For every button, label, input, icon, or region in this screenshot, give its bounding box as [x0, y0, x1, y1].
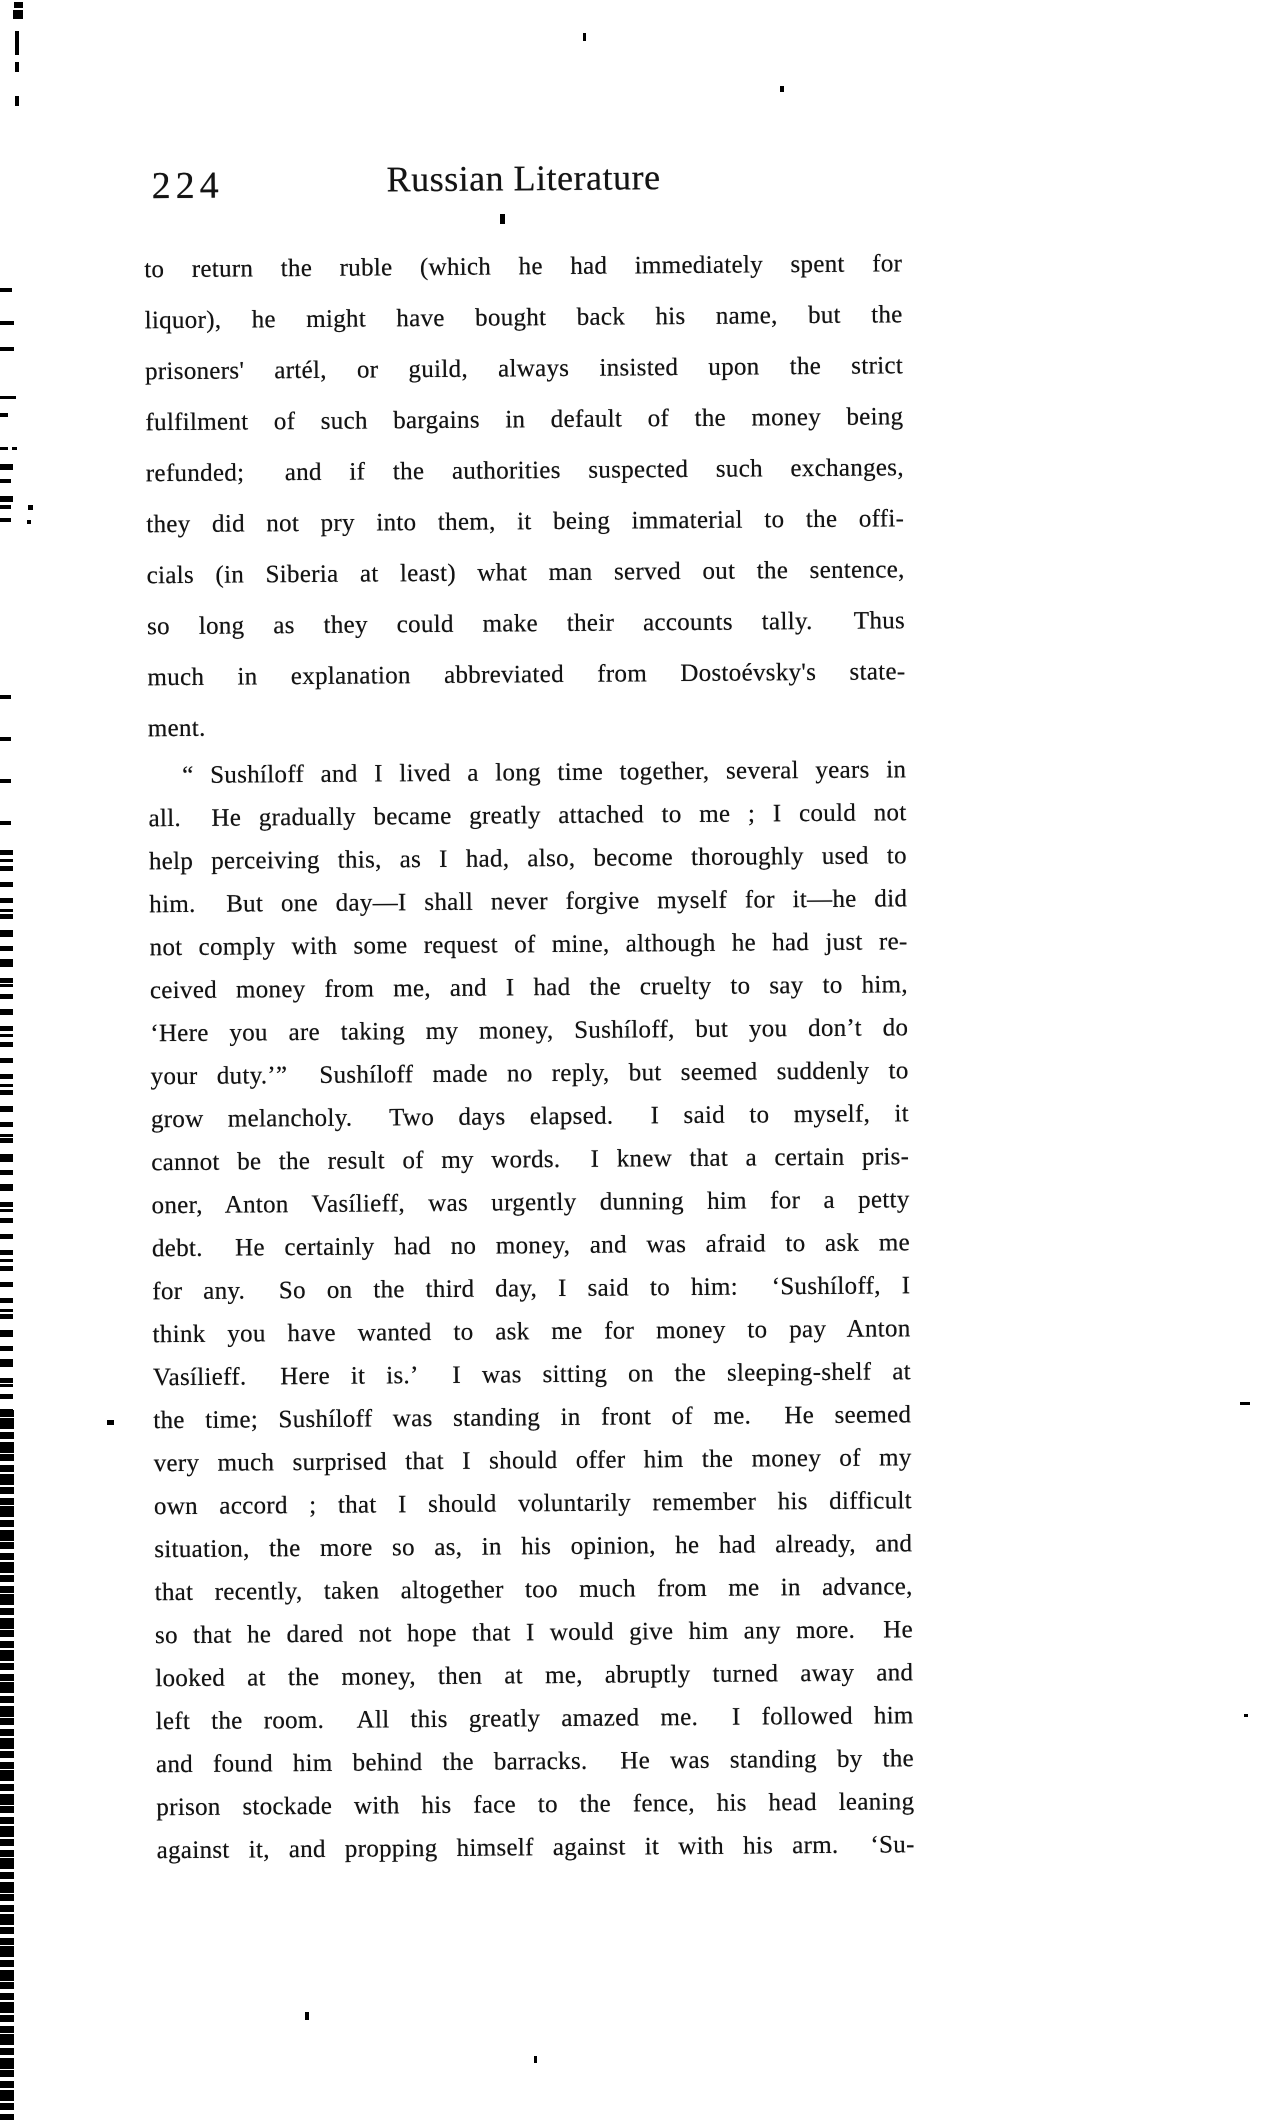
text-line: against it, and propping himself against it with his arm. ‘Su- [156, 1831, 915, 1865]
text-line: to return the ruble (which he had immediately spent for [144, 250, 903, 284]
text-line: so that he dared not hope that I would give him any more. He [154, 1616, 914, 1650]
text-line: looked at the money, then at me, abruptly turned away and [155, 1659, 914, 1693]
scan-speck [0, 479, 11, 483]
scan-speck [15, 62, 19, 72]
text-line: left the room. All this greatly amazed me. I followed him [155, 1702, 914, 1736]
text-line: oner, Anton Vasílieff, was urgently dunning him for a petty [151, 1186, 910, 1220]
text-line: think you have wanted to ask me for money to pay Anton [152, 1315, 911, 1349]
scan-speck [107, 1420, 114, 1425]
scan-speck [1240, 1402, 1250, 1405]
text-line: all. He gradually became greatly attached to me ; I could not [148, 799, 907, 833]
text-line: and found him behind the barracks. He was standing by the [155, 1745, 915, 1779]
gutter-shadow-bottom [0, 1410, 14, 2120]
scan-speck [305, 2012, 309, 2020]
text-line: Vasílieff. Here it is.’ I was sitting on the sleeping-shelf at [152, 1358, 912, 1392]
text-line: grow melancholy. Two days elapsed. I said to myself, it [150, 1100, 910, 1134]
scan-speck [0, 464, 13, 470]
scan-speck [15, 42, 19, 55]
text-line: help perceiving this, as I had, also, become thoroughly used to [148, 842, 907, 876]
text-line: “ Sushíloff and I lived a long time together, several years in [182, 756, 907, 789]
text-line: ‘Here you are taking my money, Sushíloff, but you don’t do [150, 1014, 909, 1048]
scan-speck [583, 33, 586, 41]
scan-speck [12, 447, 17, 450]
text-line: liquor), he might have bought back his name, but the [144, 301, 903, 335]
text-line: much in explanation abbreviated from Dostoévsky's state- [147, 658, 906, 692]
scan-speck [28, 505, 33, 510]
page-number: 224 [151, 164, 224, 208]
text-line: debt. He certainly had no money, and was afraid to ask me [151, 1229, 911, 1263]
scan-speck [0, 288, 12, 292]
scan-speck [0, 396, 16, 399]
scan-speck [0, 413, 8, 417]
text-line: so long as they could make their accounts tally. Thus [146, 607, 906, 641]
running-title: Russian Literature [386, 157, 661, 200]
text-line: situation, the more so as, in his opinion, he had already, and [154, 1530, 913, 1564]
scan-speck [14, 2, 23, 8]
text-line: for any. So on the third day, I said to him: ‘Sushíloff, I [152, 1272, 911, 1306]
text-line: prison stockade with his face to the fence, his head leaning [156, 1788, 915, 1822]
paragraph [148, 748, 915, 1872]
text-line: they did not pry into them, it being immaterial to the offi- [146, 505, 905, 539]
text-line: ceived money from me, and I had the cruelty to say to him, [149, 971, 909, 1005]
body-text [144, 238, 915, 1872]
text-line: cials (in Siberia at least) what man served out the sentence, [146, 556, 905, 590]
text-line: ment. [147, 714, 206, 743]
gutter-shadow-top [0, 695, 11, 855]
text-line: cannot be the result of my words. I knew that a certain pris- [151, 1143, 910, 1177]
scan-speck [780, 86, 784, 92]
scan-speck [27, 520, 31, 524]
text-line: fulfilment of such bargains in default of the money being [145, 403, 904, 437]
scan-speck [15, 31, 19, 42]
scan-speck [13, 10, 23, 19]
scan-speck [500, 214, 505, 224]
text-line: him. But one day—I shall never forgive myself for it—he did [149, 885, 908, 919]
text-line: own accord ; that I should voluntarily remember his difficult [153, 1487, 913, 1521]
scan-speck [0, 518, 11, 522]
scan-speck [0, 447, 8, 450]
scan-speck [534, 2056, 537, 2063]
scan-speck [0, 347, 14, 351]
text-line: not comply with some request of mine, although he had just re- [149, 928, 908, 962]
scan-speck [0, 321, 14, 325]
paragraph [144, 238, 906, 754]
scan-speck [1244, 1714, 1248, 1717]
gutter-shadow-middle [0, 850, 13, 1410]
scan-speck [0, 505, 11, 509]
scan-speck [15, 96, 19, 106]
scan-speck [0, 496, 13, 502]
text-line: refunded; and if the authorities suspected such exchanges, [145, 454, 904, 488]
text-line: prisoners' artél, or guild, always insisted upon the strict [144, 352, 904, 386]
text-line: the time; Sushíloff was standing in front of me. He seemed [153, 1401, 912, 1435]
text-line: that recently, taken altogether too much from me in advance, [154, 1573, 913, 1607]
text-line: very much surprised that I should offer him the money of my [153, 1444, 912, 1478]
page-header [143, 154, 903, 208]
text-line: your duty.’” Sushíloff made no reply, but seemed suddenly to [150, 1057, 909, 1091]
